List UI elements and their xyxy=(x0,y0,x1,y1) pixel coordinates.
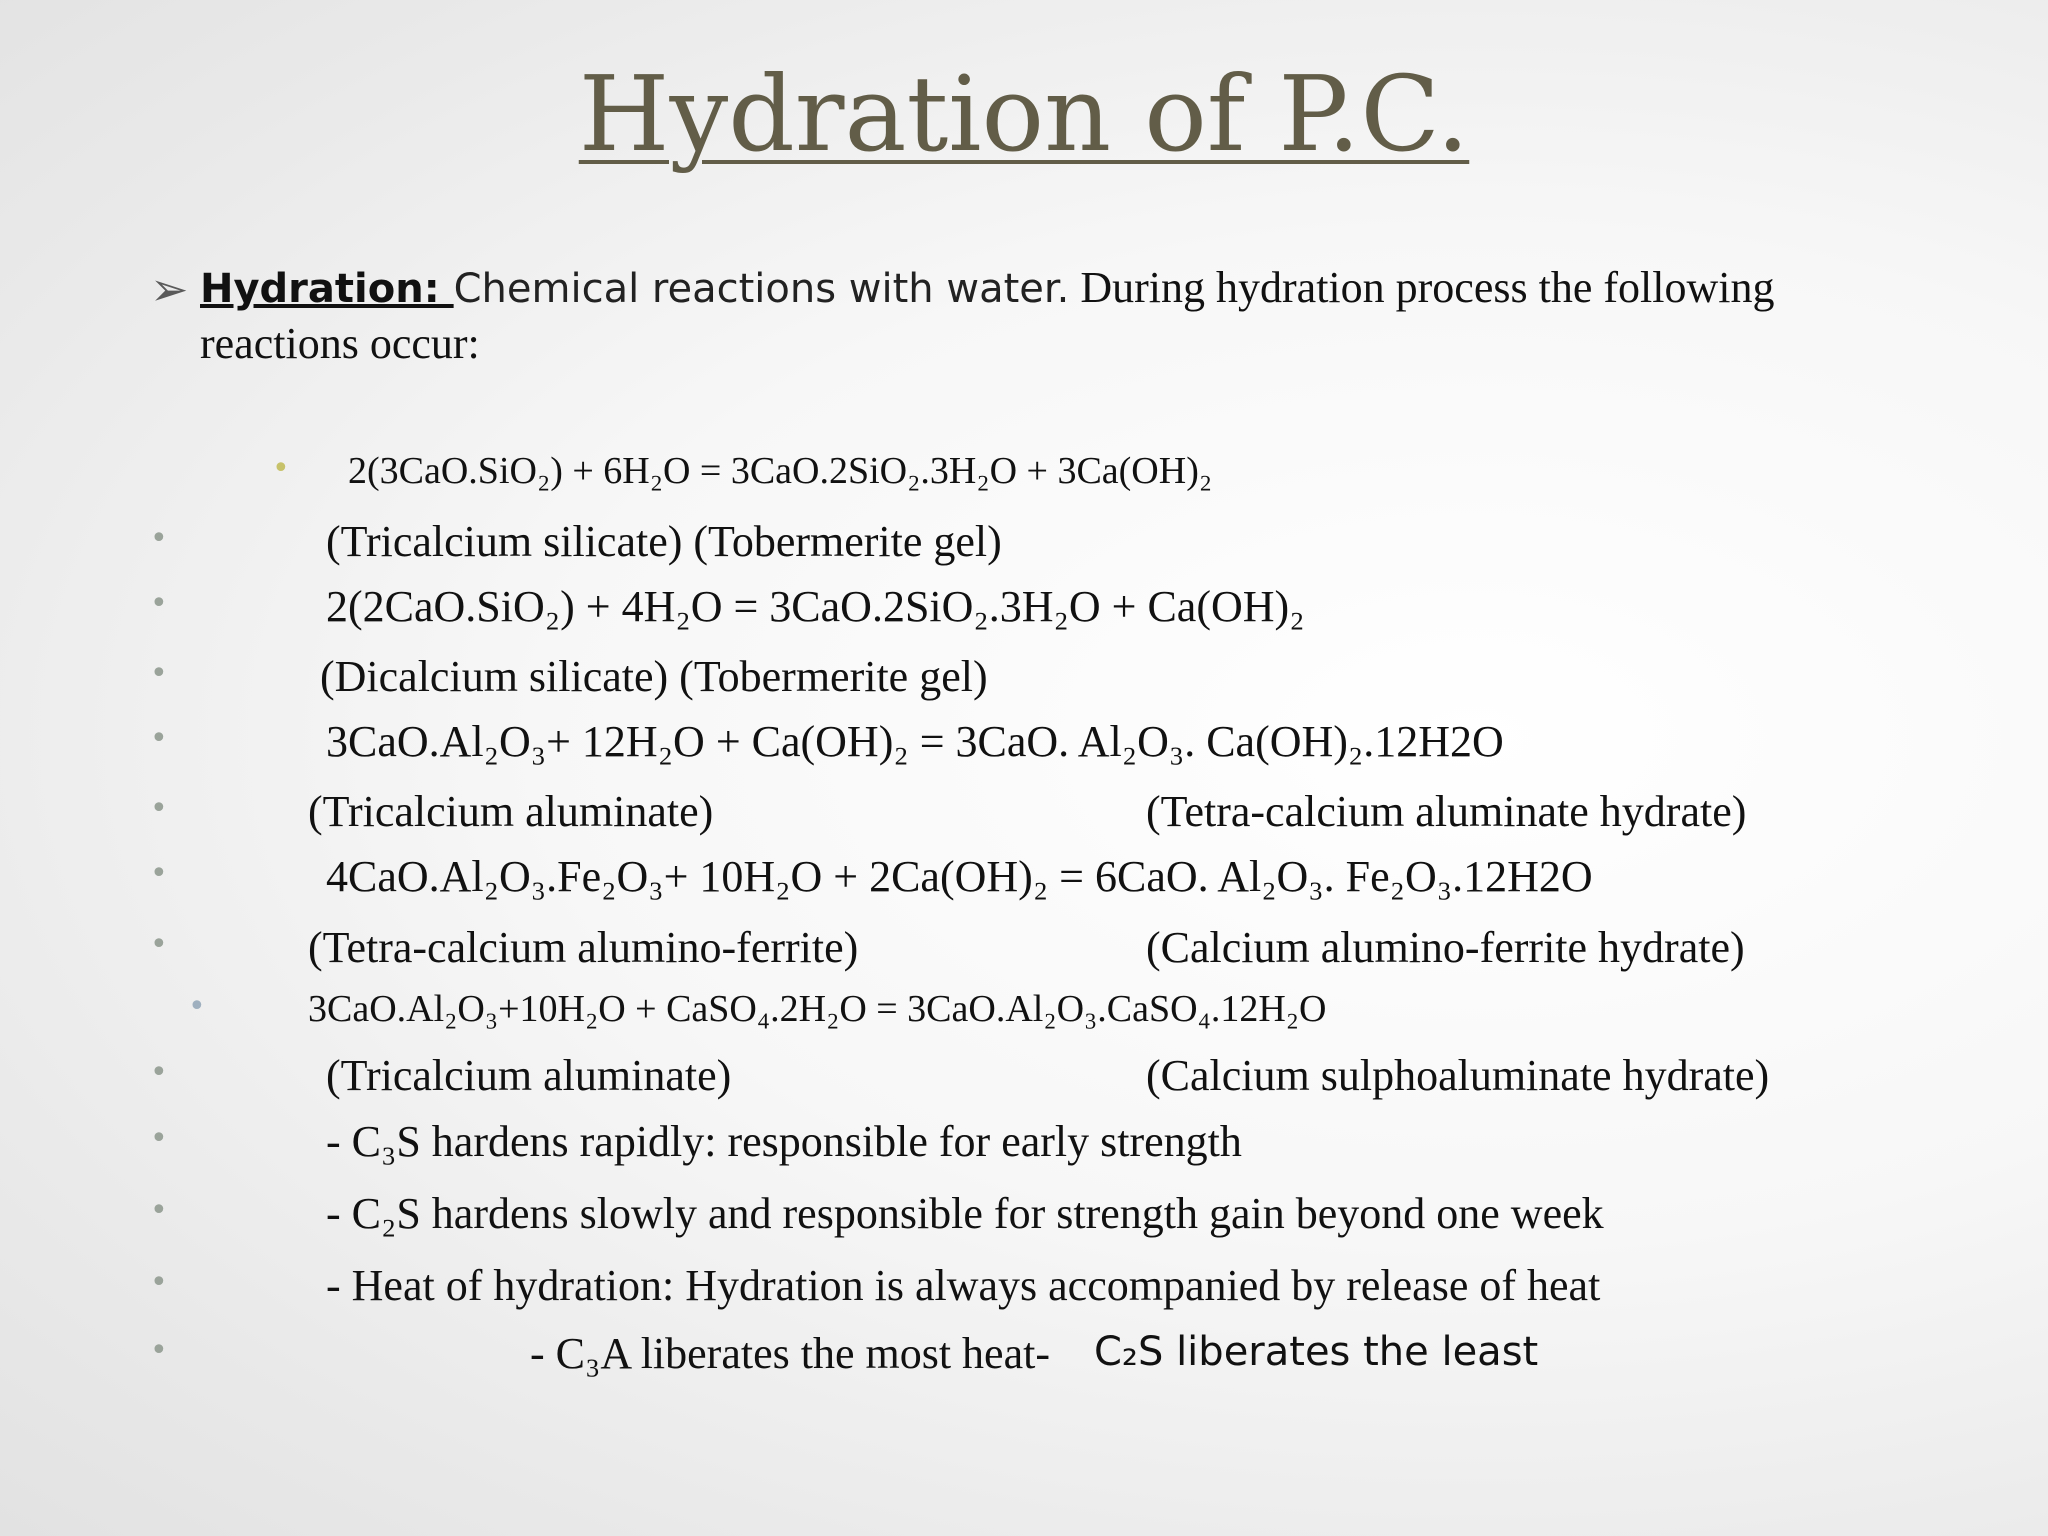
bullet-icon: • xyxy=(150,1193,168,1228)
bullet-icon: • xyxy=(150,721,168,756)
intro-continuation: During hydration process the following xyxy=(1069,263,1775,312)
bullet-icon: • xyxy=(150,1265,168,1300)
reaction-text: 2(3CaO.SiO₂) + 6H₂O = 3CaO.2SiO₂.3H₂O + 3Ca(OH)₂ xyxy=(348,450,1213,492)
reaction-text: 4CaO.Al₂O₃.Fe₂O₃+ 10H₂O + 2Ca(OH)₂ = 6CaO. Al₂O₃. Fe₂O₃.12H2O xyxy=(326,852,1593,901)
bullet-icon: • xyxy=(150,856,168,891)
label-text-right: (Calcium alumino-ferrite hydrate) xyxy=(1146,923,1745,972)
bullet-icon: • xyxy=(150,1121,168,1156)
bullet-icon: • xyxy=(150,521,168,556)
note-text-right: C₂S liberates the least xyxy=(1094,1329,1539,1375)
reaction-text: 3CaO.Al₂O₃+ 12H₂O + Ca(OH)₂ = 3CaO. Al₂O₃. Ca(OH)₂.12H2O xyxy=(326,717,1504,766)
note-text-left: - C₃A liberates the most heat- xyxy=(530,1329,1050,1378)
intro-line-2: reactions occur: xyxy=(200,319,480,368)
intro-line-1 xyxy=(200,262,1774,315)
intro-definition: Chemical reactions with water. xyxy=(453,266,1070,312)
label-text-left: (Tricalcium aluminate) xyxy=(326,1051,732,1100)
note-text: - C₃S hardens rapidly: responsible for early strength xyxy=(326,1117,1242,1166)
label-text-left: (Tetra-calcium alumino-ferrite) xyxy=(308,923,859,972)
bullet-icon: • xyxy=(150,656,168,691)
bullet-icon: • xyxy=(150,1333,168,1368)
bullet-icon: • xyxy=(188,989,206,1024)
bullet-icon: • xyxy=(150,791,168,826)
label-text-left: (Tricalcium aluminate) xyxy=(308,787,714,836)
intro-term: Hydration: xyxy=(200,266,454,312)
arrow-bullet-icon: ➢ xyxy=(150,262,189,316)
label-text-right: (Calcium sulphoaluminate hydrate) xyxy=(1146,1051,1770,1100)
label-text: (Dicalcium silicate) (Tobermerite gel) xyxy=(320,652,988,701)
bullet-icon: • xyxy=(272,451,290,486)
reaction-text: 3CaO.Al₂O₃+10H₂O + CaSO₄.2H₂O = 3CaO.Al₂O₃.CaSO₄.12H₂O xyxy=(308,988,1327,1030)
bullet-icon: • xyxy=(150,586,168,621)
bullet-icon: • xyxy=(150,927,168,962)
slide-title: Hydration of P.C. xyxy=(578,53,1470,175)
reaction-text: 2(2CaO.SiO₂) + 4H₂O = 3CaO.2SiO₂.3H₂O + Ca(OH)₂ xyxy=(326,582,1305,631)
note-text: - C₂S hardens slowly and responsible for strength gain beyond one week xyxy=(326,1189,1604,1238)
note-text: - Heat of hydration: Hydration is always accompanied by release of heat xyxy=(326,1261,1601,1310)
label-text: (Tricalcium silicate) (Tobermerite gel) xyxy=(326,517,1002,566)
bullet-icon: • xyxy=(150,1055,168,1090)
label-text-right: (Tetra-calcium aluminate hydrate) xyxy=(1146,787,1747,836)
